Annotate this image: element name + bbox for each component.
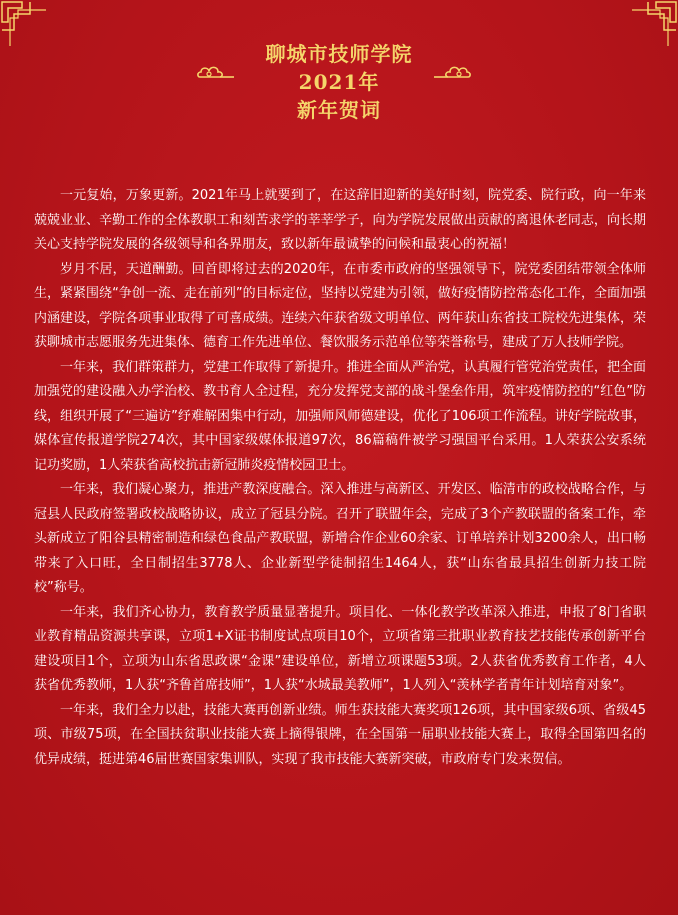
paragraph: 一年来，我们凝心聚力，推进产教深度融合。深入推进与高新区、开发区、临清市的政校战略合作，与冠县人民政府签署政校战略协议，成立了冠县分院。召开了联盟年会，完成了3个产教联盟的备案工作，牵头新成立了阳谷县精密制造和绿色食品产教联盟，新增合作企业60余家、订单培养计划3200余人，出口畅带来了入口旺，全日制招生3778人、企业新型学徒制招生1464人，获“山东省最具招生创新力技工院校”称号。 (34, 482, 646, 595)
title-school-name: 聊城市技师学院 (265, 42, 413, 66)
paragraph: 一元复始，万象更新。2021年马上就要到了，在这辞旧迎新的美好时刻，院党委、院行政，向一年来兢兢业业、辛勤工作的全体教职工和刻苦求学的莘莘学子，向为学院发展做出贡献的离退休老同志，向长期关心支持学院发展的各级领导和各界朋友，致以新年最诚挚的问候和最衷心的祝福！ (34, 188, 646, 252)
paragraph: 一年来，我们齐心协力，教育教学质量显著提升。项目化、一体化教学改革深入推进，申报了8门省职业教育精品资源共享课，立项1+X证书制度试点项目10个，立项省第三批职业教育技艺技能传承创新平台建设项目1个，立项为山东省思政课“金课”建设单位，新增立项课题53项。2人获省优秀教育工作者，4人获省优秀教师，1人获“齐鲁首席技师”，1人获“水城最美教师”，1人列入“羡林学者青年计划培育对象”。 (34, 604, 646, 693)
article-body (34, 184, 646, 772)
page-title (0, 40, 678, 124)
paragraph: 一年来，我们群策群力，党建工作取得了新提升。推进全面从严治党，认真履行管党治党责任，把全面加强党的建设融入办学治校、教书育人全过程，充分发挥党支部的战斗堡垒作用，筑牢疫情防控的“红色”防线，组织开展了“三遍访”纾难解困集中行动，加强师风师德建设，优化了106项工作流程。讲好学院故事，媒体宣传报道学院274次，其中国家级媒体报道97次，86篇稿件被学习强国平台采用。1人荣获公安系统记功奖励，1人荣获省高校抗击新冠肺炎疫情校园卫士。 (34, 359, 646, 473)
paragraph: 一年来，我们全力以赴，技能大赛再创新业绩。师生获技能大赛奖项126项，其中国家级6项、省级45项、市级75项，在全国扶贫职业技能大赛上摘得银牌，在全国第一届职业技能大赛上，取得全国第四名的优异成绩，挺进第46届世赛国家集训队，实现了我市技能大赛新突破，市政府专门发来贺信。 (34, 702, 646, 767)
title-greeting: 新年贺词 (297, 98, 381, 122)
paragraph: 岁月不居，天道酬勤。回首即将过去的2020年，在市委市政府的坚强领导下，院党委团结带领全体师生，紧紧围绕“争创一流、走在前列”的目标定位，坚持以党建为引领，做好疫情防控常态化工作，全面加强内涵建设，学院各项事业取得了可喜成绩。连续六年获省级文明单位、两年获山东省技工院校先进集体，荣获聊城市志愿服务先进集体、德育工作先进单位、餐饮服务示范单位等荣誉称号，建成了万人技师学院。 (34, 261, 646, 350)
title-year: 2021年 (298, 70, 380, 94)
